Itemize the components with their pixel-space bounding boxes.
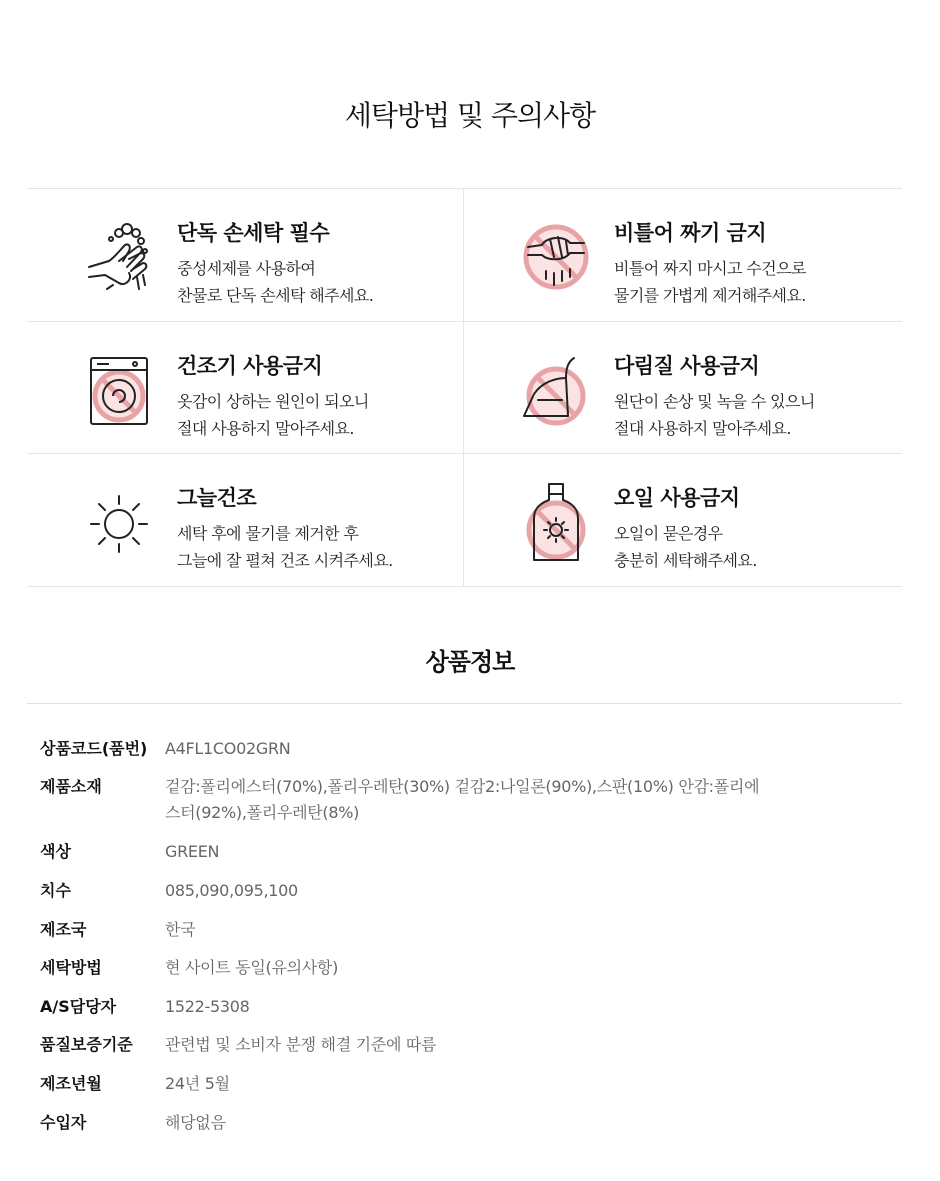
hand-wash-icon: [79, 217, 159, 297]
info-label: 품질보증기준: [40, 1035, 133, 1054]
info-value: 한국: [165, 920, 196, 939]
care-item-title: 단독 손세탁 필수: [177, 221, 330, 245]
care-item-no-wring: [464, 189, 900, 321]
info-value: 해당없음: [165, 1113, 226, 1132]
info-label: 제조년월: [40, 1074, 102, 1093]
info-label: 제조국: [40, 920, 87, 939]
care-item-description: [614, 255, 806, 309]
no-oil-icon: [516, 482, 596, 562]
care-item-line: 찬물로 단독 손세탁 해주세요.: [177, 286, 374, 305]
info-label: 수입자: [40, 1113, 87, 1132]
care-item-line: 물기를 가볍게 제거해주세요.: [614, 286, 806, 305]
info-value: 1522-5308: [165, 997, 250, 1016]
care-item-line: 중성세제를 사용하여: [177, 259, 316, 278]
care-item-line: 옷감이 상하는 원인이 되오니: [177, 392, 369, 411]
info-value: 24년 5월: [165, 1074, 230, 1093]
care-item-shade-dry: [27, 454, 463, 586]
info-label: 세탁방법: [40, 958, 102, 977]
product-info-title: 상품정보: [425, 648, 515, 676]
care-item-title: 다림질 사용금지: [614, 354, 760, 378]
info-value: 겉감:폴리에스터(70%),폴리우레탄(30%) 겉감2:나일론(90%),스판(10%) 안감:폴리에스터(92%),폴리우레탄(8%): [165, 777, 760, 822]
care-section-title: 세탁방법 및 주의사항: [344, 99, 596, 132]
product-info-divider: [27, 703, 902, 704]
care-item-description: [177, 255, 373, 309]
care-item-line: 세탁 후에 물기를 제거한 후: [177, 524, 359, 543]
info-label: 치수: [40, 881, 71, 900]
care-item-line: 원단이 손상 및 녹을 수 있으니: [614, 392, 815, 411]
care-item-description: [177, 520, 393, 574]
care-item-no-dryer: [27, 322, 463, 454]
info-value: 현 사이트 동일(유의사항): [165, 958, 339, 977]
info-value: 085,090,095,100: [165, 881, 298, 900]
info-value: 관련법 및 소비자 분쟁 해결 기준에 따름: [165, 1035, 437, 1054]
care-item-line: 절대 사용하지 말아주세요.: [614, 419, 791, 438]
care-grid: [27, 188, 902, 587]
care-item-title: 건조기 사용금지: [177, 354, 323, 378]
care-item-no-oil: [464, 454, 900, 586]
info-label: 제품소재: [40, 777, 102, 796]
care-item-description: [614, 388, 815, 442]
care-item-line: 오일이 묻은경우: [614, 524, 723, 543]
info-value: A4FL1CO02GRN: [165, 739, 291, 758]
info-value: GREEN: [165, 842, 220, 861]
no-wring-icon: [516, 217, 596, 297]
care-item-no-iron: [464, 322, 900, 454]
care-item-title: 그늘건조: [177, 486, 257, 510]
care-item-title: 비틀어 짜기 금지: [614, 221, 767, 245]
care-item-line: 그늘에 잘 펼쳐 건조 시켜주세요.: [177, 551, 393, 570]
info-label: A/S담당자: [40, 997, 117, 1016]
care-item-description: [614, 520, 757, 574]
care-item-line: 절대 사용하지 말아주세요.: [177, 419, 354, 438]
info-label: 색상: [40, 842, 71, 861]
no-dryer-icon: [79, 350, 159, 430]
no-iron-icon: [516, 350, 596, 430]
care-item-line: 비틀어 짜지 마시고 수건으로: [614, 259, 806, 278]
info-label: 상품코드(품번): [40, 739, 148, 758]
care-item-hand-wash: [27, 189, 463, 321]
care-item-title: 오일 사용금지: [614, 486, 740, 510]
care-item-description: [177, 388, 369, 442]
sun-icon: [79, 482, 159, 562]
care-item-line: 충분히 세탁해주세요.: [614, 551, 757, 570]
